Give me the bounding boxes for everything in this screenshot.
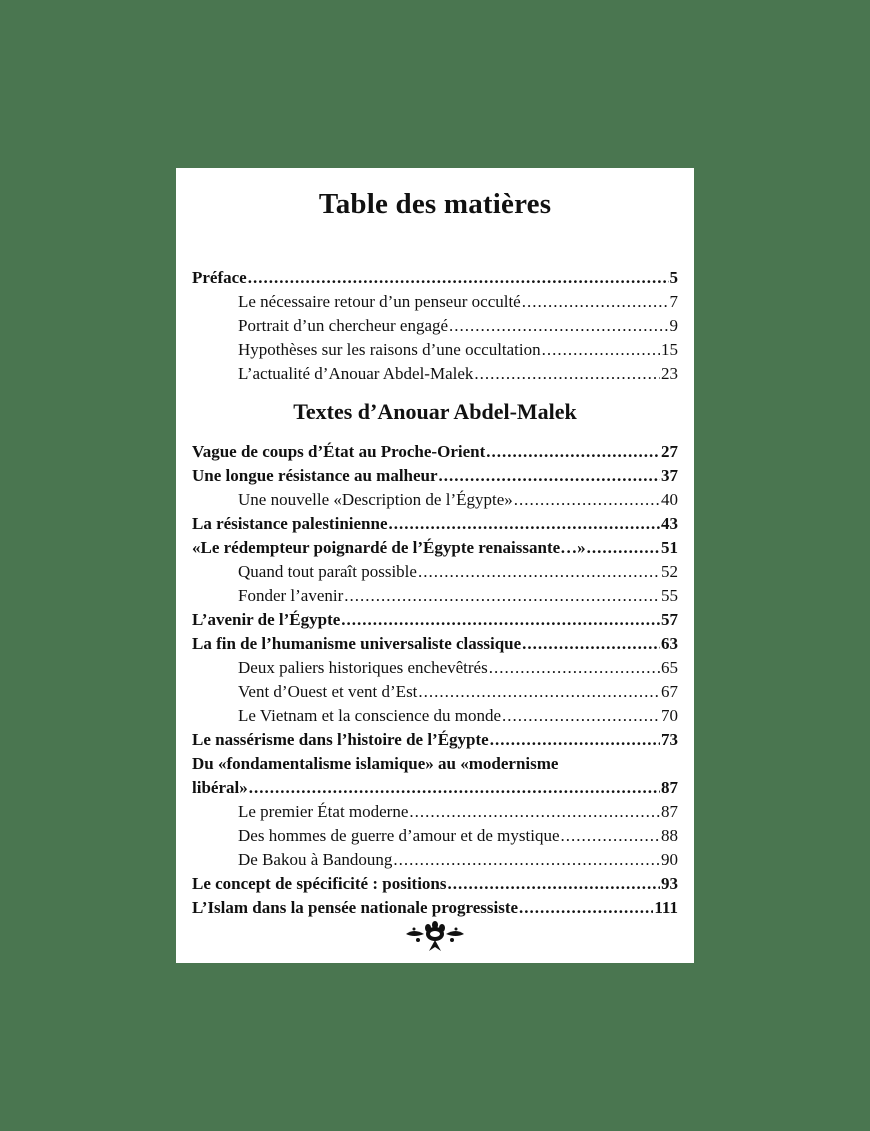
toc-entry[interactable]: [192, 440, 678, 464]
toc-entry[interactable]: [192, 896, 678, 920]
toc-page-number: 87: [661, 778, 678, 797]
toc-page-number: 70: [661, 706, 678, 725]
dot-leader: [248, 266, 669, 290]
toc-entry[interactable]: [192, 656, 678, 680]
dot-leader: [486, 440, 660, 464]
dot-leader: [393, 848, 660, 872]
toc-entry[interactable]: [192, 488, 678, 512]
toc-entry-label: Hypothèses sur les raisons d’une occultation: [238, 340, 541, 359]
dot-leader: [449, 314, 668, 338]
dot-leader: [514, 488, 660, 512]
toc-page-number: 15: [661, 340, 678, 359]
dot-leader: [418, 560, 660, 584]
toc-entry-label: Vague de coups d’État au Proche-Orient: [192, 442, 486, 461]
toc-entry-label: Fonder l’avenir: [238, 586, 344, 605]
dot-leader: [522, 632, 660, 656]
toc-entry-label: «Le rédempteur poignardé de l’Égypte renaissante…»: [192, 538, 586, 557]
ornament-icon: [404, 920, 466, 954]
toc-page-number: 63: [661, 634, 678, 653]
toc-page-number: 65: [661, 658, 678, 677]
toc-entry-label: Une nouvelle «Description de l’Égypte»: [238, 490, 513, 509]
toc-entry-label: L’Islam dans la pensée nationale progressiste: [192, 898, 519, 917]
dot-leader: [502, 704, 660, 728]
toc-entry-label: Préface: [192, 268, 247, 287]
page-title: Table des matières: [318, 188, 552, 220]
toc-entry-first-line: [192, 752, 678, 776]
toc-page-number: 87: [661, 802, 678, 821]
toc-page-number: 5: [669, 268, 678, 287]
dot-leader: [489, 656, 660, 680]
toc-entry[interactable]: [192, 704, 678, 728]
toc-entry[interactable]: [192, 776, 678, 800]
toc-entry[interactable]: [192, 824, 678, 848]
toc-texts: [192, 386, 678, 920]
toc-entry[interactable]: [192, 680, 678, 704]
toc-entry[interactable]: [192, 728, 678, 752]
toc-entry-label: L’actualité d’Anouar Abdel-Malek: [238, 364, 474, 383]
toc-entry-label: Des hommes de guerre d’amour et de mystique: [238, 826, 560, 845]
toc-entry-label: De Bakou à Bandoung: [238, 850, 393, 869]
toc-page-number: 40: [661, 490, 678, 509]
toc-entry[interactable]: [192, 800, 678, 824]
toc-entry-label: Une longue résistance au malheur: [192, 466, 438, 485]
toc-page-number: 52: [661, 562, 678, 581]
toc-page-number: 51: [661, 538, 678, 557]
toc-entry[interactable]: [192, 314, 678, 338]
section-heading: Textes d’Anouar Abdel-Malek: [293, 399, 577, 424]
dot-leader: [249, 776, 660, 800]
toc-page-number: 7: [669, 292, 678, 311]
toc-entry-label: Le concept de spécificité : positions: [192, 874, 447, 893]
toc-entry[interactable]: [192, 632, 678, 656]
toc-entry-label: Le nécessaire retour d’un penseur occulté: [238, 292, 521, 311]
toc-page-number: 55: [661, 586, 678, 605]
toc-entry[interactable]: [192, 266, 678, 290]
dot-leader: [344, 584, 660, 608]
toc-page-number: 88: [661, 826, 678, 845]
toc-entry[interactable]: [192, 512, 678, 536]
book-page: [176, 168, 694, 963]
dot-leader: [519, 896, 653, 920]
dot-leader: [389, 512, 661, 536]
toc-entry-label: Quand tout paraît possible: [238, 562, 417, 581]
toc-entry-label: Du «fondamentalisme islamique» au «modernisme: [192, 754, 559, 773]
toc-page-number: 67: [661, 682, 678, 701]
toc-entry-label: La résistance palestinienne: [192, 514, 388, 533]
toc-page-number: 90: [661, 850, 678, 869]
toc-page-number: 27: [661, 442, 678, 461]
toc-page-number: 73: [661, 730, 678, 749]
toc-page-number: 43: [661, 514, 678, 533]
dot-leader: [522, 290, 669, 314]
toc-entry-label: Portrait d’un chercheur engagé: [238, 316, 449, 335]
toc-entry-label: Vent d’Ouest et vent d’Est: [238, 682, 418, 701]
dot-leader: [587, 536, 660, 560]
toc-page-number: 57: [661, 610, 678, 629]
toc-preface: [192, 266, 678, 386]
dot-leader: [439, 464, 660, 488]
toc-entry[interactable]: [192, 338, 678, 362]
toc-entry-label: Le nassérisme dans l’histoire de l’Égypte: [192, 730, 489, 749]
toc-entry[interactable]: [192, 584, 678, 608]
toc-entry-label: libéral»: [192, 778, 248, 797]
toc-entry[interactable]: [192, 290, 678, 314]
toc-entry[interactable]: [192, 536, 678, 560]
dot-leader: [561, 824, 661, 848]
toc-entry[interactable]: [192, 464, 678, 488]
toc-entry[interactable]: [192, 608, 678, 632]
toc-entry-label: Le Vietnam et la conscience du monde: [238, 706, 502, 725]
toc-page-number: 9: [669, 316, 678, 335]
dot-leader: [474, 362, 660, 386]
toc-entry[interactable]: [192, 362, 678, 386]
dot-leader: [542, 338, 660, 362]
dot-leader: [490, 728, 660, 752]
toc-entry-label: Deux paliers historiques enchevêtrés: [238, 658, 488, 677]
toc-entry[interactable]: [192, 872, 678, 896]
toc-entry[interactable]: [192, 848, 678, 872]
dot-leader: [448, 872, 661, 896]
toc-page-number: 111: [654, 898, 678, 917]
toc-entry-label: L’avenir de l’Égypte: [192, 610, 341, 629]
dot-leader: [341, 608, 660, 632]
dot-leader: [418, 680, 660, 704]
toc-page-number: 93: [661, 874, 678, 893]
toc-page-number: 37: [661, 466, 678, 485]
toc-entry-label: Le premier État moderne: [238, 802, 409, 821]
dot-leader: [409, 800, 660, 824]
toc-entry-label: La fin de l’humanisme universaliste classique: [192, 634, 522, 653]
toc-entry[interactable]: [192, 560, 678, 584]
toc-page-number: 23: [661, 364, 678, 383]
